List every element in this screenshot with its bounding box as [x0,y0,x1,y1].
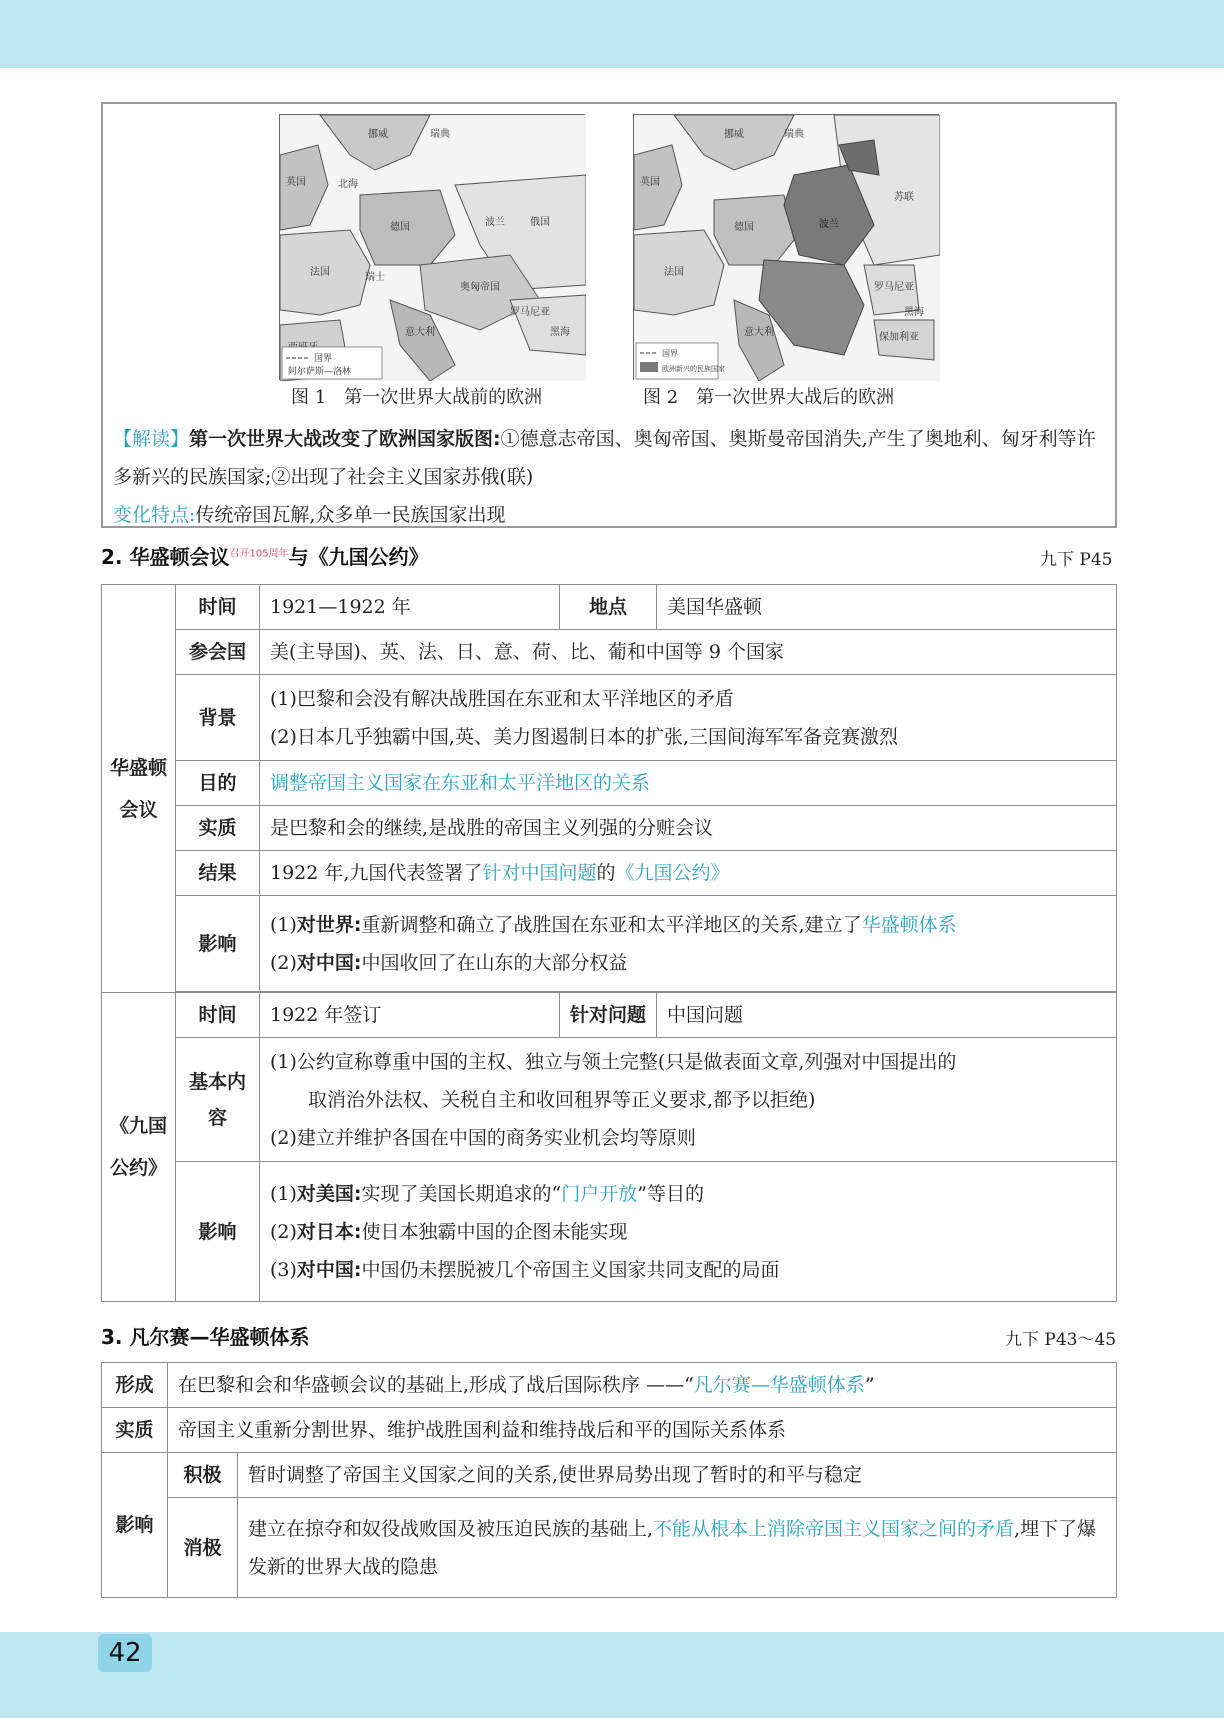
impact-prefix: (3) [270,1258,297,1281]
content-line: 取消治外法权、关税自主和收回租界等正义要求,都予以拒绝) [308,1088,816,1111]
impact-text: 使日本独霸中国的企图未能实现 [361,1220,628,1243]
map1-legend-border: 国界 [314,354,333,364]
figure-2-caption: 图 2 第一次世界大战后的欧洲 [643,387,895,408]
map1-label: 德国 [390,222,410,233]
label-np-impact: 影响 [176,1162,260,1302]
impact-text: ”等目的 [637,1182,704,1205]
map2-label: 苏联 [894,192,914,203]
formation-text: ” [864,1374,875,1396]
label-positive: 积极 [168,1453,238,1498]
section-3-number: 3 [101,1325,115,1349]
label-s3-impact: 影响 [102,1453,168,1598]
section-3-page-ref: 九下 P43～45 [1005,1330,1117,1350]
figure-1-caption: 图 1 第一次世界大战前的欧洲 [291,387,543,408]
impact-prefix: (1) [270,913,297,936]
background-line: (2)日本几乎独霸中国,英、美力图遏制日本的扩张,三国间海军军备竞赛激烈 [270,725,898,748]
impact-line [270,906,1106,944]
section-2-page-ref: 九下 P45 [1040,550,1113,570]
label-np-time: 时间 [176,993,260,1038]
washington-conference-table [101,584,1117,1302]
map2-label: 黑海 [904,307,924,318]
map2-label: 法国 [664,267,684,278]
impact-bold: 对美国: [296,1182,362,1205]
versailles-washington-table [101,1362,1117,1598]
interpretation-body: ①德意志帝国、奥匈帝国、奥斯曼帝国消失,产生了奥地利、匈牙利等许多新兴的民族国家;②出现了社会主义国家苏俄(联) [113,428,1096,488]
map1-label: 北海 [338,179,358,190]
map2-label: 瑞典 [784,129,804,140]
map2-legend-new-states: 欧洲新兴的民族国家 [662,365,725,373]
section-2-number: 2 [101,545,115,569]
negative-text: ,埋下了爆发新的世界大战的隐患 [248,1517,1097,1578]
label-np-issue: 针对问题 [560,993,657,1038]
interpretation-text [113,420,1109,534]
formation-text: 在巴黎和会和华盛顿会议的基础上,形成了战后国际秩序 ——“ [178,1374,694,1396]
value-np-content [260,1038,1117,1162]
label-formation: 形成 [102,1363,168,1408]
value-formation [168,1363,1117,1408]
impact-prefix: (1) [270,1182,297,1205]
label-negative: 消极 [168,1498,238,1598]
map2-label: 波兰 [819,219,839,230]
map2-legend-border: 国界 [662,349,678,358]
impact-highlight: 华盛顿体系 [861,913,957,936]
value-s3-essence: 帝国主义重新分割世界、维护战胜国利益和维持战后和平的国际关系体系 [168,1408,1117,1453]
content-line: (2)建立并维护各国在中国的商务实业机会均等原则 [270,1126,696,1149]
label-result: 结果 [176,851,260,896]
section-3-title-text: 凡尔赛—华盛顿体系 [129,1325,310,1349]
category-nine-power: 《九国公约》 [102,993,176,1302]
np-impact-line [270,1251,1106,1289]
label-essence: 实质 [176,806,260,851]
map-interpretation-box [101,102,1117,528]
map1-label: 奥匈帝国 [460,282,500,293]
impact-highlight: 门户开放 [561,1182,638,1205]
map1-label: 罗马尼亚 [510,307,550,318]
category-washington: 华盛顿会议 [102,585,176,993]
result-highlight: 针对中国问题 [482,862,597,884]
impact-bold: 对世界: [296,913,362,936]
value-place: 美国华盛顿 [657,585,1117,630]
impact-bold: 对中国: [296,1258,362,1281]
impact-prefix: (2) [270,1220,297,1243]
label-background: 背景 [176,675,260,761]
map2-label: 保加利亚 [879,332,919,343]
value-background [260,675,1117,761]
value-purpose: 调整帝国主义国家在东亚和太平洋地区的关系 [260,761,1117,806]
map2-graphic [634,115,940,381]
label-np-content: 基本内容 [176,1038,260,1162]
impact-prefix: (2) [270,951,297,974]
label-s3-essence: 实质 [102,1408,168,1453]
formation-highlight: 凡尔赛—华盛顿体系 [693,1374,865,1396]
change-label: 变化特点: [113,504,196,526]
impact-text: 中国收回了在山东的大部分权益 [361,951,628,974]
label-place: 地点 [560,585,657,630]
section-2-title-b: 与《九国公约》 [288,545,429,569]
top-band [0,0,1224,68]
section-3-title: 3. 凡尔赛—华盛顿体系 [101,1325,310,1349]
map1-label: 法国 [310,267,330,278]
impact-bold: 对中国: [296,951,362,974]
bottom-band [0,1632,1224,1718]
value-result [260,851,1117,896]
impact-bold: 对日本: [296,1220,362,1243]
value-essence: 是巴黎和会的继续,是战胜的帝国主义列强的分赃会议 [260,806,1117,851]
map-europe-before-ww1 [279,114,585,380]
map1-label: 挪威 [368,129,388,140]
impact-text: 中国仍未摆脱被几个帝国主义国家共同支配的局面 [361,1258,780,1281]
background-line: (1)巴黎和会没有解决战胜国在东亚和太平洋地区的矛盾 [270,687,734,710]
value-time: 1921—1922 年 [260,585,560,630]
value-impact [260,896,1117,992]
map2-label: 挪威 [724,129,744,140]
map1-label: 瑞典 [430,129,450,140]
map1-label: 意大利 [405,327,435,338]
map2-label: 德国 [734,222,754,233]
map2-label: 罗马尼亚 [874,282,914,293]
map1-graphic [280,115,586,381]
interpretation-tag: 【解读】 [113,428,190,450]
content-line: (1)公约宣称尊重中国的主权、独立与领土完整(只是做表面文章,列强对中国提出的 [270,1050,957,1073]
impact-line [270,944,1106,982]
negative-highlight: 不能从根本上消除帝国主义国家之间的矛盾 [653,1517,1015,1540]
map1-label: 黑海 [550,327,570,338]
map1-label: 俄国 [530,217,550,228]
label-impact: 影响 [176,896,260,992]
map1-label: 瑞士 [365,272,385,283]
impact-text: 实现了美国长期追求的“ [361,1182,562,1205]
impact-text: 重新调整和确立了战胜国在东亚和太平洋地区的关系,建立了 [361,913,862,936]
result-highlight: 《九国公约》 [615,862,730,884]
map2-label: 英国 [640,177,660,188]
value-attendees: 美(主导国)、英、法、日、意、荷、比、葡和中国等 9 个国家 [260,630,1117,675]
interpretation-lead: 第一次世界大战改变了欧洲国家版图: [189,428,501,450]
label-time: 时间 [176,585,260,630]
map2-label: 意大利 [744,327,774,338]
section-2-anniversary: 召开105周年 [229,548,289,560]
map-europe-after-ww1 [633,114,939,380]
value-np-impact [260,1162,1117,1302]
np-impact-line [270,1213,1106,1251]
value-np-issue: 中国问题 [657,993,1117,1038]
change-text: 传统帝国瓦解,众多单一民族国家出现 [195,504,506,526]
label-attendees: 参会国 [176,630,260,675]
result-text: 1922 年,九国代表签署了 [270,862,483,884]
page-number: 42 [98,1634,152,1672]
negative-text: 建立在掠夺和奴役战败国及被压迫民族的基础上, [248,1517,654,1540]
label-purpose: 目的 [176,761,260,806]
value-positive: 暂时调整了帝国主义国家之间的关系,使世界局势出现了暂时的和平与稳定 [238,1453,1117,1498]
np-impact-line [270,1175,1106,1213]
section-2-title: 2. 华盛顿会议$^{召开105周年}$与《九国公约》 [101,545,429,569]
map1-label: 英国 [286,177,306,188]
map1-legend-alsace: 阿尔萨斯—洛林 [288,367,352,377]
result-text: 的 [596,862,616,884]
value-negative [238,1498,1117,1598]
map1-label: 波兰 [485,217,505,228]
section-2-title-a: 华盛顿会议 [129,545,230,569]
value-np-time: 1922 年签订 [260,993,560,1038]
